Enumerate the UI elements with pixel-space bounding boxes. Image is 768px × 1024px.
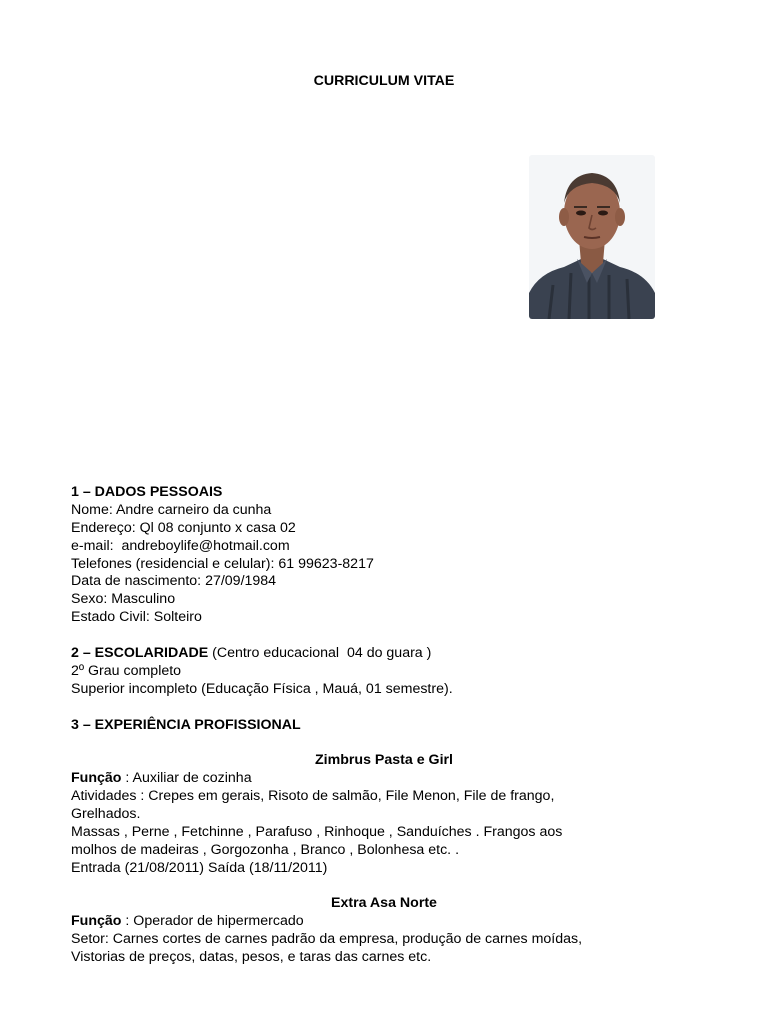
- job-funcao: Função : Operador de hipermercado: [71, 913, 304, 930]
- escolaridade-line: Superior incompleto (Educação Física , Mauá, 01 semestre).: [71, 680, 453, 697]
- job-line: Setor: Carnes cortes de carnes padrão da empresa, produção de carnes moídas,: [71, 931, 583, 948]
- section-heading-personal: 1 – DADOS PESSOAIS: [71, 484, 223, 500]
- job-company: Extra Asa Norte: [331, 895, 437, 912]
- job-line: Grelhados.: [71, 806, 141, 823]
- document-title: CURRICULUM VITAE: [313, 73, 455, 89]
- field-estado-civil: Estado Civil: Solteiro: [71, 609, 202, 626]
- job-line: Entrada (21/08/2011) Saída (18/11/2011): [71, 859, 328, 876]
- escolaridade-detail: (Centro educacional 04 do guara ): [208, 645, 432, 662]
- job-company: Zimbrus Pasta e Girl: [315, 752, 453, 769]
- escolaridade-line: 2º Grau completo: [71, 662, 182, 679]
- section-heading-escolaridade: 2 – ESCOLARIDADE (Centro educacional 04 do guara ): [71, 645, 432, 662]
- field-telefones: Telefones (residencial e celular): 61 99623-8217: [71, 555, 374, 572]
- field-nascimento: Data de nascimento: 27/09/1984: [71, 573, 277, 590]
- field-sexo: Sexo: Masculino: [71, 591, 176, 608]
- job-funcao: Função : Auxiliar de cozinha: [71, 770, 252, 787]
- section-heading-experiencia: 3 – EXPERIÊNCIA PROFISSIONAL: [71, 716, 301, 733]
- job-line: Vistorias de preços, datas, pesos, e taras das carnes etc.: [71, 949, 432, 966]
- cv-content: [71, 484, 711, 967]
- field-nome: Nome: Andre carneiro da cunha: [71, 501, 272, 518]
- job-line: Massas , Perne , Fetchinne , Parafuso , Rinhoque , Sanduíches . Frangos aos: [71, 823, 563, 840]
- field-email: e-mail: andreboylife@hotmail.com: [71, 537, 290, 554]
- job-line: molhos de madeiras , Gorgozonha , Branco , Bolonhesa etc. .: [71, 841, 460, 858]
- candidate-photo: [529, 155, 655, 319]
- job-line: Atividades : Crepes em gerais, Risoto de salmão, File Menon, File de frango,: [71, 788, 555, 805]
- field-endereco: Endereço: Ql 08 conjunto x casa 02: [71, 519, 296, 536]
